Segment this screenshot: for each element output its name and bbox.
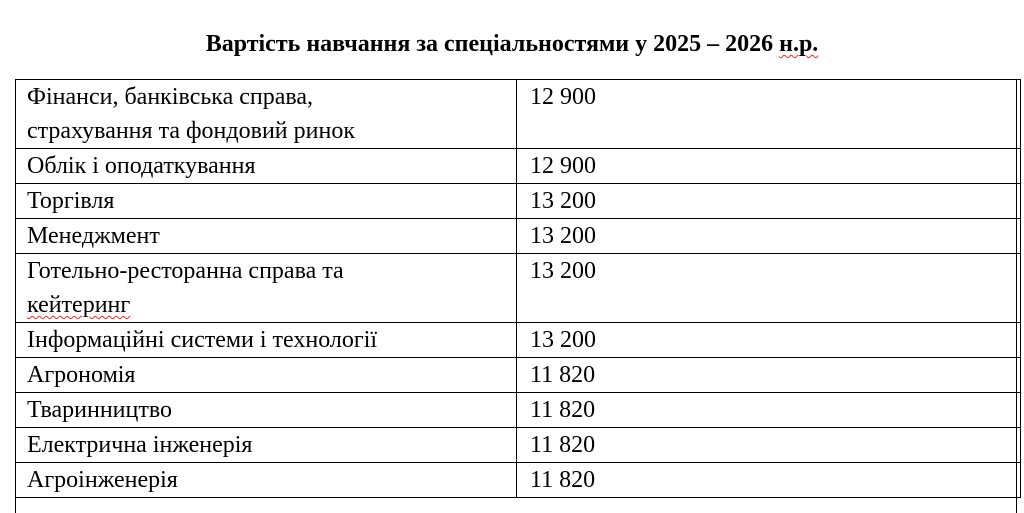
specialty-name-cell[interactable] [16, 80, 517, 149]
specialty-name-line: Менеджмент [27, 223, 160, 249]
page-title-main: Вартість навчання за спеціальностями у 2025 – 2026 [205, 31, 780, 57]
table-row [16, 219, 1021, 254]
price-cell[interactable]: 11 820 [517, 428, 1021, 463]
page-title-suffix: н.р. [779, 31, 819, 57]
tuition-table-container [15, 79, 1017, 513]
page-title [0, 28, 1024, 60]
specialty-name-line: Агрономія [27, 362, 136, 388]
specialty-name-cell[interactable] [16, 463, 517, 498]
specialty-name-cell[interactable] [16, 393, 517, 428]
tuition-table [15, 79, 1021, 498]
table-row [16, 184, 1021, 219]
specialty-name-line: страхування та фондовий ринок [27, 118, 355, 144]
table-row [16, 393, 1021, 428]
table-row [16, 149, 1021, 184]
price-cell[interactable]: 13 200 [517, 219, 1021, 254]
specialty-name-cell[interactable] [16, 254, 517, 323]
price-cell[interactable]: 13 200 [517, 184, 1021, 219]
specialty-name-line: Фінанси, банківська справа, [27, 84, 314, 110]
specialty-name-line: Агроінженерія [27, 467, 178, 493]
price-cell[interactable]: 12 900 [517, 149, 1021, 184]
price-cell[interactable]: 13 200 [517, 323, 1021, 358]
specialty-name-cell[interactable] [16, 358, 517, 393]
table-row [16, 463, 1021, 498]
price-cell[interactable]: 11 820 [517, 358, 1021, 393]
specialty-name-cell[interactable] [16, 323, 517, 358]
specialty-name-cell[interactable] [16, 149, 517, 184]
table-row [16, 428, 1021, 463]
price-cell[interactable]: 11 820 [517, 463, 1021, 498]
specialty-name-line: Електрична інженерія [27, 432, 253, 458]
price-cell[interactable]: 13 200 [517, 254, 1021, 323]
specialty-name-cell[interactable] [16, 184, 517, 219]
table-row [16, 358, 1021, 393]
specialty-name-line: Тваринництво [27, 397, 173, 423]
specialty-name-cell[interactable] [16, 428, 517, 463]
price-cell[interactable]: 12 900 [517, 80, 1021, 149]
table-row [16, 323, 1021, 358]
specialty-name-cell[interactable] [16, 219, 517, 254]
specialty-name-line: Готельно-ресторанна справа та [27, 258, 344, 284]
price-cell[interactable]: 11 820 [517, 393, 1021, 428]
specialty-name-line: Інформаційні системи і технології [27, 327, 378, 353]
specialty-name-line: Облік і оподаткування [27, 153, 256, 179]
specialty-name-line: Торгівля [27, 188, 115, 214]
table-row [16, 80, 1021, 149]
table-row [16, 254, 1021, 323]
specialty-name-line: кейтеринг [27, 292, 131, 318]
